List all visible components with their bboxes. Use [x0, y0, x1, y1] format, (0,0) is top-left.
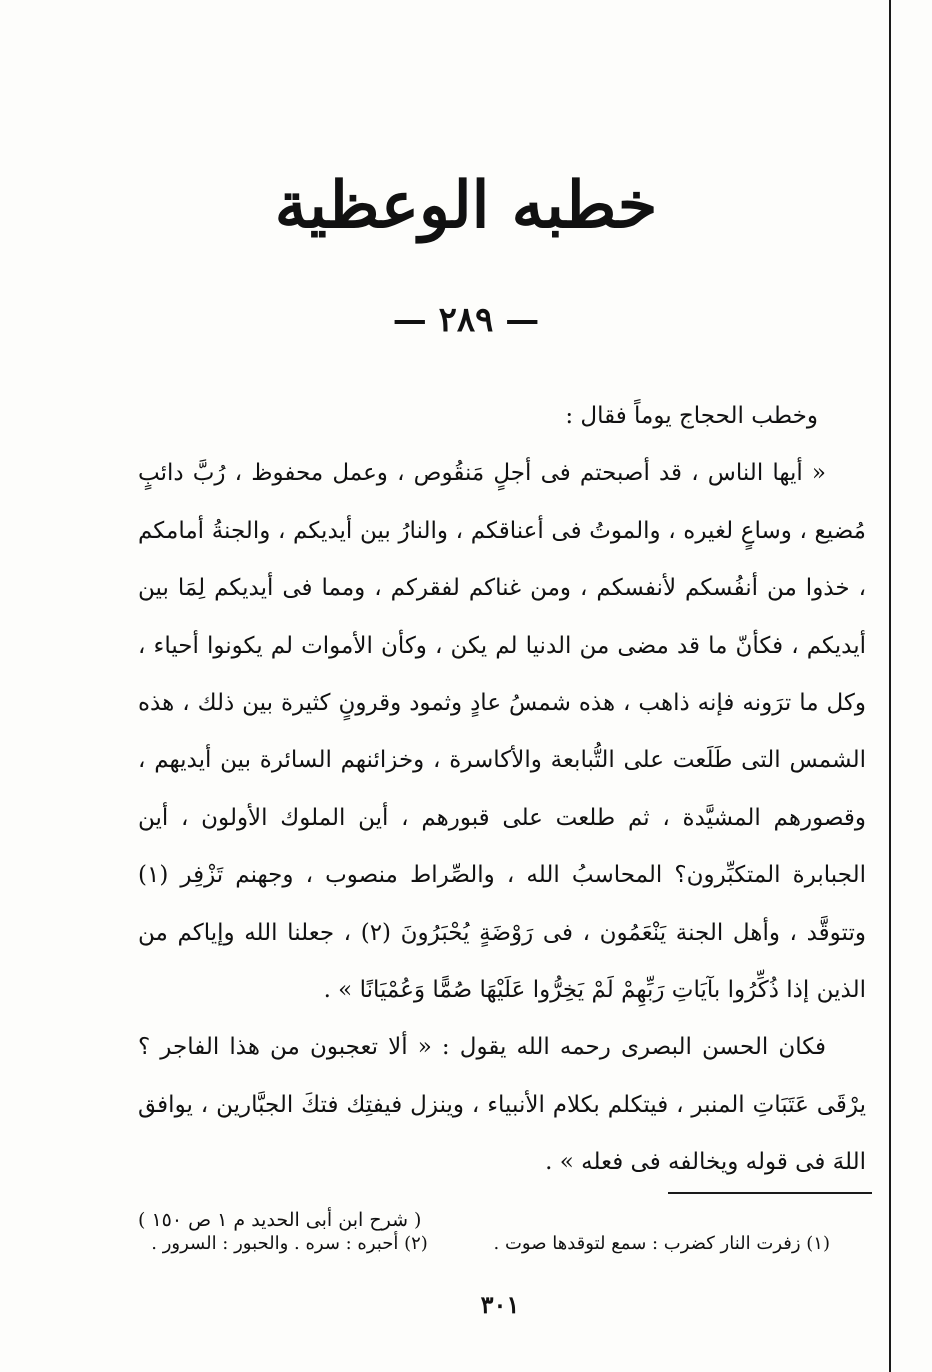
item-number: — ٢٨٩ —	[392, 300, 540, 340]
intro-line: وخطب الحجاج يوماً فقال :	[565, 403, 818, 429]
page-number: ٣٠١	[480, 1290, 520, 1319]
speech-paragraph: « أيها الناس ، قد أصبحتم فى أجلٍ مَنقُوص ، وعمل محفوظ ، رُبَّ دائبٍ مُضيع ، وساعٍ لغيره ، والموتُ فى أعناقكم ، والنارُ بين أيديكم ، والجنةُ أمامكم ، خذوا من أنفُسكم لأنفسكم ، ومن غناكم لفقركم ، ومما فى أيديكم لِمَا بين أيديكم ، فكأنّ ما قد مضى من الدنيا لم يكن ، وكأن الأموات لم يكونوا أحياء ، وكل ما ترَونه فإنه ذاهب ، هذه شمسُ عادٍ وثمود وقرونٍ كثيرة بين ذلك ، هذه الشمس التى طَلَعت على التُّبابعة والأكاسرة ، وخزائنهم السائرة بين أيديهم ، وقصورهم المشيَّدة ، ثم طلعت على قبورهم ، أين الملوك الأولون ، أين الجبابرة المتكبِّرون؟ المحاسبُ الله ، والصِّراط منصوب ، وجهنم تَزْفِر (١) وتتوقَّد ، وأهل الجنة يَنْعَمُون ، فى رَوْضَةٍ يُحْبَرُونَ (٢) ، جعلنا الله وإياكم من الذين إذا ذُكِّرُوا بآيَاتِ رَبِّهِمْ لَمْ يَخِرُّوا عَلَيْهَا صُمًّا وَعُمْيَانًا » .	[138, 460, 866, 1004]
footnote-separator	[668, 1192, 872, 1194]
source-reference: ( شرح ابن أبى الحديد م ١ ص ١٥٠ )	[138, 1208, 422, 1231]
hasan-quote-paragraph: فكان الحسن البصرى رحمه الله يقول : « ألا تعجبون من هذا الفاجر ؟ يرْقَى عَتَبَاتِ المنبر ، فيتكلم بكلام الأنبياء ، وينزل فيفتِك فتكَ الجبَّارين ، يوافق اللهَ فى قوله ويخالفه فى فعله » .	[138, 1034, 866, 1176]
footnotes	[140, 1230, 830, 1258]
section-title: خطبه الوعظية	[274, 168, 658, 243]
footnote-1: (١) زفرت النار كضرب : سمع لتوقدها صوت .	[493, 1233, 830, 1254]
footnote-2: (٢) أحبره : سره . والحبور : السرور .	[151, 1233, 428, 1254]
body-text	[138, 388, 866, 1249]
